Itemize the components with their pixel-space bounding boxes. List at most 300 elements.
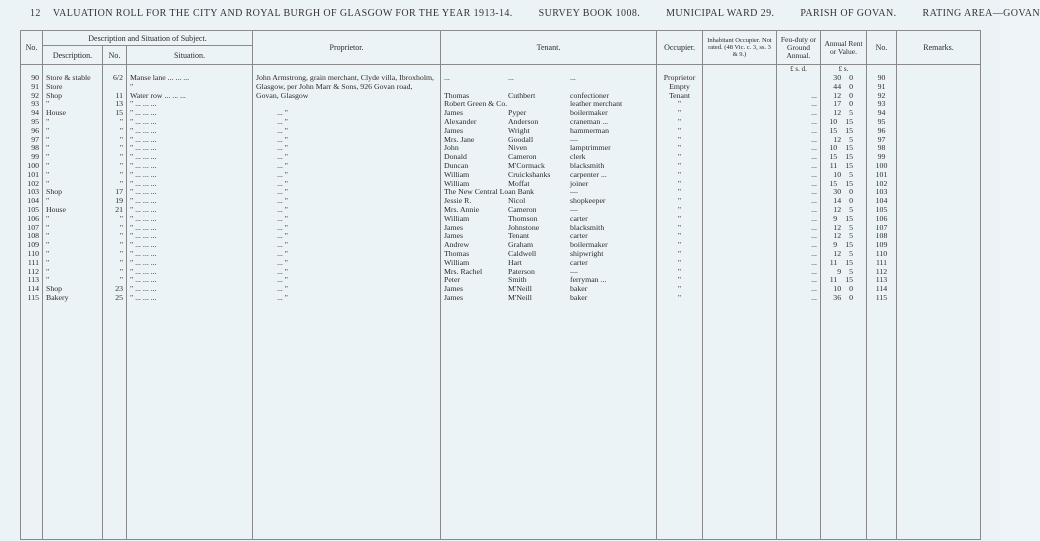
rent-pounds: 10 bbox=[833, 169, 842, 179]
tenant-occupation: clerk bbox=[570, 152, 586, 162]
row-annual-rent bbox=[821, 250, 867, 259]
valuation-table bbox=[20, 30, 981, 540]
row-proprietor: ... " bbox=[253, 180, 441, 189]
tenant-first: Jessie R. bbox=[444, 196, 472, 206]
rent-shillings: 5 bbox=[849, 169, 853, 179]
row-annual-rent bbox=[821, 197, 867, 206]
rent-shillings: 15 bbox=[845, 257, 853, 267]
row-remarks bbox=[897, 259, 981, 268]
row-annual-rent bbox=[821, 232, 867, 241]
row-house-number: 17 bbox=[103, 188, 127, 197]
row-occupier: " bbox=[657, 250, 703, 259]
row-feuduty: ... bbox=[777, 188, 821, 197]
row-remarks bbox=[897, 92, 981, 101]
row-description: Bakery bbox=[43, 294, 103, 303]
row-situation: " ... ... ... bbox=[127, 215, 253, 224]
tenant-first: Thomas bbox=[444, 90, 470, 100]
row-proprietor: ... " bbox=[253, 197, 441, 206]
tenant-first: ... bbox=[444, 73, 450, 82]
row-occupier: Proprietor bbox=[657, 74, 703, 83]
row-number: 92 bbox=[21, 92, 43, 101]
row-remarks bbox=[897, 197, 981, 206]
row-annual-rent bbox=[821, 127, 867, 136]
row-occupier: " bbox=[657, 100, 703, 109]
row-number-right: 108 bbox=[867, 232, 897, 241]
rent-shillings: 15 bbox=[845, 160, 853, 170]
tenant-occupation: blacksmith bbox=[570, 222, 605, 232]
row-number: 90 bbox=[21, 74, 43, 83]
row-number-right: 98 bbox=[867, 144, 897, 153]
row-situation: " ... ... ... bbox=[127, 109, 253, 118]
row-feuduty: ... bbox=[777, 144, 821, 153]
row-proprietor: ... " bbox=[253, 268, 441, 277]
survey-book: SURVEY BOOK 1008. bbox=[538, 8, 641, 19]
row-description: " bbox=[43, 241, 103, 250]
row-inhabitant bbox=[703, 162, 777, 171]
row-feuduty: ... bbox=[777, 153, 821, 162]
row-number: 100 bbox=[21, 162, 43, 171]
tenant-occupation: boilermaker bbox=[570, 240, 608, 250]
row-annual-rent bbox=[821, 188, 867, 197]
row-description: Store bbox=[43, 83, 103, 92]
page-number: 12 bbox=[30, 8, 41, 19]
row-number-right: 96 bbox=[867, 127, 897, 136]
rent-shillings: 15 bbox=[845, 152, 853, 162]
row-house-number: " bbox=[103, 224, 127, 233]
row-remarks bbox=[897, 180, 981, 189]
tenant-occupation: confectioner bbox=[570, 90, 609, 100]
row-tenant bbox=[441, 241, 657, 250]
tenant-occupation: carter bbox=[570, 257, 588, 267]
row-annual-rent bbox=[821, 118, 867, 127]
row-annual-rent bbox=[821, 294, 867, 303]
row-occupier: " bbox=[657, 188, 703, 197]
row-situation: Manse lane ... ... ... bbox=[127, 74, 253, 83]
rent-pounds: 15 bbox=[829, 125, 838, 135]
tenant-occupation: ... bbox=[570, 73, 576, 82]
row-proprietor: ... " bbox=[253, 206, 441, 215]
row-occupier: " bbox=[657, 118, 703, 127]
row-description: " bbox=[43, 144, 103, 153]
row-house-number: " bbox=[103, 268, 127, 277]
row-inhabitant bbox=[703, 241, 777, 250]
row-house-number: 13 bbox=[103, 100, 127, 109]
rent-pounds: 12 bbox=[833, 108, 842, 118]
row-tenant bbox=[441, 268, 657, 277]
tenant-first: Mrs. Rachel bbox=[444, 266, 483, 276]
rent-shillings: 15 bbox=[845, 178, 853, 188]
row-situation: " ... ... ... bbox=[127, 100, 253, 109]
row-feuduty: ... bbox=[777, 215, 821, 224]
row-tenant bbox=[441, 100, 657, 109]
row-annual-rent bbox=[821, 162, 867, 171]
row-number-right: 100 bbox=[867, 162, 897, 171]
rent-pounds: 30 bbox=[833, 73, 842, 82]
row-situation: " ... ... ... bbox=[127, 294, 253, 303]
row-inhabitant bbox=[703, 294, 777, 303]
row-number: 108 bbox=[21, 232, 43, 241]
row-number: 101 bbox=[21, 171, 43, 180]
tenant-occupation: — bbox=[570, 204, 578, 214]
row-house-number: 19 bbox=[103, 197, 127, 206]
rent-pounds: 11 bbox=[829, 275, 838, 285]
row-house-number: 11 bbox=[103, 92, 127, 101]
tenant-surname: Cameron bbox=[508, 152, 537, 162]
rent-pounds: 15 bbox=[829, 152, 838, 162]
row-inhabitant bbox=[703, 136, 777, 145]
row-number-right: 115 bbox=[867, 294, 897, 303]
rent-shillings: 15 bbox=[845, 240, 853, 250]
row-inhabitant bbox=[703, 276, 777, 285]
row-description: House bbox=[43, 109, 103, 118]
row-situation: " ... ... ... bbox=[127, 162, 253, 171]
row-remarks bbox=[897, 215, 981, 224]
rent-shillings: 5 bbox=[849, 134, 853, 144]
tenant-occupation: carter bbox=[570, 231, 588, 241]
row-description: " bbox=[43, 162, 103, 171]
tenant-occupation: — bbox=[570, 187, 578, 197]
col-occupier: Occupier. bbox=[657, 31, 703, 65]
row-remarks bbox=[897, 118, 981, 127]
row-inhabitant bbox=[703, 100, 777, 109]
row-annual-rent bbox=[821, 74, 867, 83]
row-remarks bbox=[897, 136, 981, 145]
row-annual-rent bbox=[821, 268, 867, 277]
row-annual-rent bbox=[821, 100, 867, 109]
row-annual-rent bbox=[821, 215, 867, 224]
feu-units: £ s. d. bbox=[777, 65, 821, 75]
row-number-right: 102 bbox=[867, 180, 897, 189]
row-description: " bbox=[43, 153, 103, 162]
row-house-number: " bbox=[103, 144, 127, 153]
row-inhabitant bbox=[703, 224, 777, 233]
tenant-occupation: craneman ... bbox=[570, 116, 609, 126]
row-inhabitant bbox=[703, 74, 777, 83]
row-feuduty: ... bbox=[777, 294, 821, 303]
row-annual-rent bbox=[821, 206, 867, 215]
row-tenant bbox=[441, 232, 657, 241]
rating-area: RATING AREA—GOVAN bbox=[922, 8, 1040, 19]
row-number: 111 bbox=[21, 259, 43, 268]
row-situation: " bbox=[127, 83, 253, 92]
row-number-right: 92 bbox=[867, 92, 897, 101]
row-number: 104 bbox=[21, 197, 43, 206]
row-description: " bbox=[43, 215, 103, 224]
tenant-first: Duncan bbox=[444, 160, 469, 170]
row-number-right: 91 bbox=[867, 83, 897, 92]
row-occupier: " bbox=[657, 180, 703, 189]
row-house-number: 6/2 bbox=[103, 74, 127, 83]
tenant-first: Peter bbox=[444, 275, 461, 285]
row-remarks bbox=[897, 153, 981, 162]
row-proprietor: John Armstrong, grain merchant, Clyde villa, Ibroxholm, Glasgow, per John Marr & Sons, 926 Govan road, Govan, Glasgow bbox=[253, 74, 441, 109]
row-number: 113 bbox=[21, 276, 43, 285]
rent-shillings: 0 bbox=[849, 187, 853, 197]
row-house-number: " bbox=[103, 180, 127, 189]
tenant-surname: M'Cormack bbox=[508, 160, 545, 170]
page-header bbox=[30, 8, 1040, 19]
tenant-surname: Tenant bbox=[508, 231, 530, 241]
rent-shillings: 5 bbox=[849, 231, 853, 241]
row-number-right: 111 bbox=[867, 259, 897, 268]
row-occupier: " bbox=[657, 276, 703, 285]
tenant-occupation: — bbox=[570, 134, 578, 144]
row-inhabitant bbox=[703, 250, 777, 259]
row-remarks bbox=[897, 224, 981, 233]
row-house-number: " bbox=[103, 171, 127, 180]
row-description: Shop bbox=[43, 92, 103, 101]
col-annual: Annual Rent or Value. bbox=[821, 31, 867, 65]
col-inhabitant: Inhabitant Occupier. Not rated. (48 Vic. c. 3, ss. 3 & 9.) bbox=[703, 31, 777, 65]
tenant-occupation: joiner bbox=[570, 178, 589, 188]
row-house-number: " bbox=[103, 232, 127, 241]
row-description: " bbox=[43, 268, 103, 277]
row-occupier: " bbox=[657, 127, 703, 136]
row-feuduty: ... bbox=[777, 109, 821, 118]
row-proprietor: ... " bbox=[253, 109, 441, 118]
row-number-right: 106 bbox=[867, 215, 897, 224]
row-inhabitant bbox=[703, 268, 777, 277]
row-annual-rent bbox=[821, 92, 867, 101]
row-proprietor: ... " bbox=[253, 162, 441, 171]
tenant-occupation: ferryman ... bbox=[570, 275, 607, 285]
row-proprietor: ... " bbox=[253, 250, 441, 259]
rent-pounds: 12 bbox=[833, 204, 842, 214]
row-proprietor: ... " bbox=[253, 188, 441, 197]
row-description: " bbox=[43, 100, 103, 109]
row-feuduty: ... bbox=[777, 259, 821, 268]
table-body bbox=[21, 65, 981, 540]
tenant-first: James bbox=[444, 222, 464, 232]
row-house-number: " bbox=[103, 276, 127, 285]
row-annual-rent bbox=[821, 136, 867, 145]
rent-shillings: 5 bbox=[849, 204, 853, 214]
rent-shillings: 0 bbox=[849, 73, 853, 82]
tenant-surname: Smith bbox=[508, 275, 527, 285]
tenant-occupation: leather merchant bbox=[570, 99, 623, 109]
row-remarks bbox=[897, 100, 981, 109]
row-inhabitant bbox=[703, 83, 777, 92]
row-inhabitant bbox=[703, 127, 777, 136]
row-annual-rent bbox=[821, 285, 867, 294]
row-proprietor: ... " bbox=[253, 127, 441, 136]
row-remarks bbox=[897, 171, 981, 180]
rent-pounds: 12 bbox=[833, 222, 842, 232]
row-number-right: 93 bbox=[867, 100, 897, 109]
municipal-ward: MUNICIPAL WARD 29. bbox=[666, 8, 775, 19]
tenant-surname: Anderson bbox=[508, 116, 539, 126]
row-inhabitant bbox=[703, 92, 777, 101]
row-proprietor: ... " bbox=[253, 232, 441, 241]
row-situation: " ... ... ... bbox=[127, 127, 253, 136]
rent-shillings: 15 bbox=[845, 213, 853, 223]
row-number: 91 bbox=[21, 83, 43, 92]
tenant-occupation: carter bbox=[570, 213, 588, 223]
row-number-right: 104 bbox=[867, 197, 897, 206]
row-house-number: 25 bbox=[103, 294, 127, 303]
rent-shillings: 0 bbox=[849, 99, 853, 109]
row-house-number: " bbox=[103, 215, 127, 224]
row-number: 109 bbox=[21, 241, 43, 250]
col-number: No. bbox=[103, 46, 127, 65]
row-inhabitant bbox=[703, 171, 777, 180]
row-number-right: 97 bbox=[867, 136, 897, 145]
tenant-occupation: hammerman bbox=[570, 125, 609, 135]
row-remarks bbox=[897, 241, 981, 250]
tenant-first: Robert Green & Co. bbox=[444, 99, 508, 109]
row-tenant bbox=[441, 250, 657, 259]
tenant-surname: Cruickshanks bbox=[508, 169, 551, 179]
tenant-surname: Paterson bbox=[508, 266, 535, 276]
row-situation: " ... ... ... bbox=[127, 171, 253, 180]
row-inhabitant bbox=[703, 118, 777, 127]
rent-shillings: 0 bbox=[849, 284, 853, 294]
row-tenant bbox=[441, 206, 657, 215]
row-feuduty: ... bbox=[777, 118, 821, 127]
rent-pounds: 12 bbox=[833, 134, 842, 144]
tenant-first: William bbox=[444, 257, 470, 267]
tenant-first: James bbox=[444, 125, 464, 135]
row-tenant bbox=[441, 83, 657, 92]
row-proprietor: ... " bbox=[253, 294, 441, 303]
row-house-number: " bbox=[103, 127, 127, 136]
row-feuduty: ... bbox=[777, 206, 821, 215]
row-number: 112 bbox=[21, 268, 43, 277]
row-number-right: 110 bbox=[867, 250, 897, 259]
tenant-surname: Cameron bbox=[508, 204, 537, 214]
row-annual-rent bbox=[821, 241, 867, 250]
row-occupier: " bbox=[657, 294, 703, 303]
row-description: Store & stable bbox=[43, 74, 103, 83]
rent-shillings: 0 bbox=[849, 292, 853, 302]
tenant-first: Alexander bbox=[444, 116, 477, 126]
row-situation: Water row ... ... ... bbox=[127, 92, 253, 101]
row-description: " bbox=[43, 259, 103, 268]
row-occupier: " bbox=[657, 268, 703, 277]
row-tenant bbox=[441, 144, 657, 153]
row-description: Shop bbox=[43, 188, 103, 197]
row-feuduty: ... bbox=[777, 232, 821, 241]
rent-shillings: 5 bbox=[849, 248, 853, 258]
rent-shillings: 15 bbox=[845, 143, 853, 153]
rent-shillings: 15 bbox=[845, 116, 853, 126]
rent-pounds: 36 bbox=[833, 292, 842, 302]
row-situation: " ... ... ... bbox=[127, 180, 253, 189]
tenant-first: Mrs. Annie bbox=[444, 204, 480, 214]
col-no2: No. bbox=[867, 31, 897, 65]
tenant-first: John bbox=[444, 143, 459, 153]
tenant-surname: Goodall bbox=[508, 134, 534, 144]
row-description: " bbox=[43, 232, 103, 241]
row-number: 95 bbox=[21, 118, 43, 127]
row-situation: " ... ... ... bbox=[127, 144, 253, 153]
tenant-surname: Cuthbert bbox=[508, 90, 536, 100]
row-feuduty: ... bbox=[777, 276, 821, 285]
rent-pounds: 12 bbox=[833, 90, 842, 100]
row-tenant bbox=[441, 136, 657, 145]
col-desc-group: Description and Situation of Subject. bbox=[43, 31, 253, 46]
row-proprietor: ... " bbox=[253, 215, 441, 224]
row-feuduty: ... bbox=[777, 100, 821, 109]
row-number-right: 107 bbox=[867, 224, 897, 233]
row-situation: " ... ... ... bbox=[127, 136, 253, 145]
row-house-number: " bbox=[103, 118, 127, 127]
row-number: 99 bbox=[21, 153, 43, 162]
tenant-surname: Thomson bbox=[508, 213, 538, 223]
row-situation: " ... ... ... bbox=[127, 118, 253, 127]
row-inhabitant bbox=[703, 197, 777, 206]
row-situation: " ... ... ... bbox=[127, 276, 253, 285]
tenant-first: The New Central Loan Bank bbox=[444, 187, 535, 197]
row-proprietor: ... " bbox=[253, 276, 441, 285]
row-number: 103 bbox=[21, 188, 43, 197]
tenant-surname: Hart bbox=[508, 257, 522, 267]
rent-pounds: 9 bbox=[833, 213, 838, 223]
col-no: No. bbox=[21, 31, 43, 65]
row-occupier: " bbox=[657, 136, 703, 145]
tenant-surname: Graham bbox=[508, 240, 534, 250]
rent-pounds: 44 bbox=[833, 81, 842, 91]
col-remarks: Remarks. bbox=[897, 31, 981, 65]
row-house-number: 15 bbox=[103, 109, 127, 118]
row-tenant bbox=[441, 294, 657, 303]
row-number: 98 bbox=[21, 144, 43, 153]
row-house-number: 21 bbox=[103, 206, 127, 215]
row-house-number: " bbox=[103, 162, 127, 171]
row-situation: " ... ... ... bbox=[127, 250, 253, 259]
rent-shillings: 5 bbox=[849, 222, 853, 232]
tenant-first: William bbox=[444, 213, 470, 223]
rent-pounds: 10 bbox=[829, 143, 838, 153]
tenant-first: Andrew bbox=[444, 240, 470, 250]
row-house-number: " bbox=[103, 136, 127, 145]
tenant-surname: M'Neill bbox=[508, 284, 532, 294]
row-situation: " ... ... ... bbox=[127, 197, 253, 206]
row-inhabitant bbox=[703, 188, 777, 197]
row-number: 96 bbox=[21, 127, 43, 136]
row-annual-rent bbox=[821, 144, 867, 153]
row-remarks bbox=[897, 268, 981, 277]
row-inhabitant bbox=[703, 215, 777, 224]
row-remarks bbox=[897, 188, 981, 197]
row-remarks bbox=[897, 250, 981, 259]
row-annual-rent bbox=[821, 180, 867, 189]
row-number: 107 bbox=[21, 224, 43, 233]
row-feuduty: ... bbox=[777, 268, 821, 277]
row-number-right: 90 bbox=[867, 74, 897, 83]
row-tenant bbox=[441, 215, 657, 224]
row-number: 102 bbox=[21, 180, 43, 189]
row-number: 106 bbox=[21, 215, 43, 224]
tenant-first: James bbox=[444, 231, 464, 241]
row-number-right: 113 bbox=[867, 276, 897, 285]
row-situation: " ... ... ... bbox=[127, 241, 253, 250]
row-number-right: 112 bbox=[867, 268, 897, 277]
row-house-number: " bbox=[103, 153, 127, 162]
row-number: 114 bbox=[21, 285, 43, 294]
tenant-occupation: shopkeeper bbox=[570, 196, 606, 206]
col-proprietor: Proprietor. bbox=[253, 31, 441, 65]
row-proprietor: ... " bbox=[253, 285, 441, 294]
row-annual-rent bbox=[821, 109, 867, 118]
rent-pounds: 10 bbox=[833, 284, 842, 294]
rent-pounds: 10 bbox=[829, 116, 838, 126]
rent-shillings: 0 bbox=[849, 196, 853, 206]
table-header bbox=[21, 31, 981, 65]
rent-units: £ s. bbox=[821, 65, 867, 75]
row-description: Shop bbox=[43, 285, 103, 294]
rent-pounds: 15 bbox=[829, 178, 838, 188]
